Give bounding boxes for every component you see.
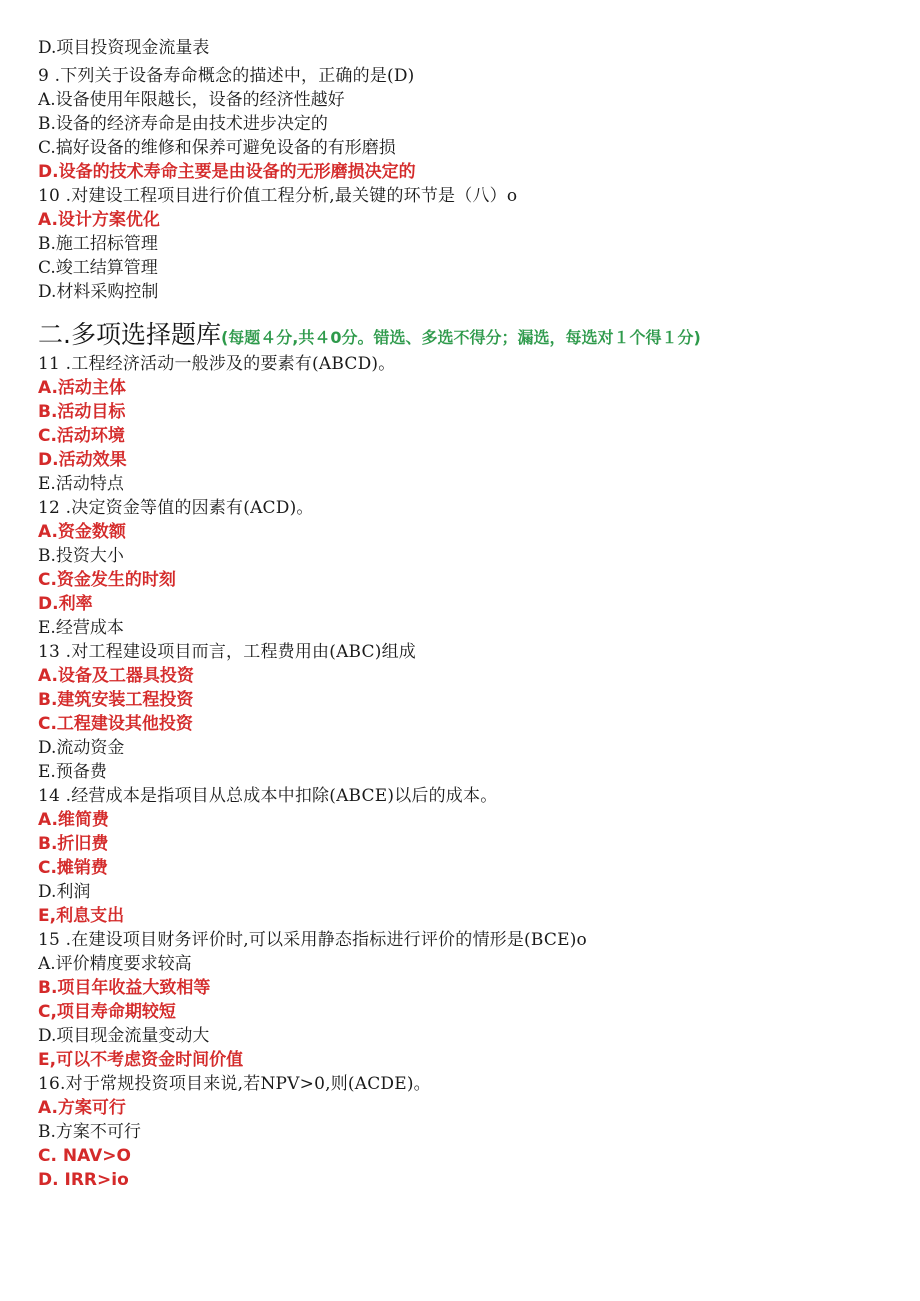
correct-answer-line: D.活动效果 [38,450,127,470]
option-line: D.项目投资现金流量表 [38,38,210,58]
question-line: 12 .决定资金等值的因素有(ACD)。 [38,498,314,518]
section-scoring-note: (每题４分,共４0分。错选、多选不得分；漏选，每选对１个得１分) [220,328,701,347]
correct-answer-line: B.项目年收益大致相等 [38,978,211,998]
section-title: 二.多项选择题库 [38,320,221,349]
question-line: 10 .对建设工程项目进行价值工程分析,最关键的环节是（八）o [38,186,518,206]
question-line: 9 .下列关于设备寿命概念的描述中，正确的是(D) [38,66,415,86]
correct-answer-line: D.利率 [38,594,93,614]
option-line: B.设备的经济寿命是由技术进步决定的 [38,114,328,134]
correct-answer-line: B.建筑安装工程投资 [38,690,194,710]
question-line: 11 .工程经济活动一般涉及的要素有(ABCD)。 [38,354,396,374]
correct-answer-line: E,可以不考虑资金时间价值 [38,1050,244,1070]
correct-answer-line: A.维简费 [38,810,109,830]
question-line: 16.对于常规投资项目来说,若NPV>0,则(ACDE)。 [38,1074,431,1094]
option-line: D.流动资金 [38,738,125,758]
correct-answer-line: B.活动目标 [38,402,126,422]
correct-answer-line: A.活动主体 [38,378,126,398]
option-line: A.设备使用年限越长，设备的经济性越好 [38,90,345,110]
option-line: B.投资大小 [38,546,124,566]
correct-answer-line: A.方案可行 [38,1098,126,1118]
correct-answer-line: A.设计方案优化 [38,210,160,230]
correct-answer-line: A.设备及工器具投资 [38,666,194,686]
question-line: 13 .对工程建设项目而言，工程费用由(ABC)组成 [38,642,416,662]
document-page [38,36,898,1192]
option-line: E.经营成本 [38,618,124,638]
correct-answer-line: C.资金发生的时刻 [38,570,176,590]
question-line: 14 .经营成本是指项目从总成本中扣除(ABCE)以后的成本。 [38,786,498,806]
correct-answer-line: C. NAV>O [38,1146,131,1166]
option-line: A.评价精度要求较高 [38,954,192,974]
question-line: 15 .在建设项目财务评价时,可以采用静态指标进行评价的情形是(BCE)o [38,930,587,950]
option-line: E.活动特点 [38,474,124,494]
option-line: E.预备费 [38,762,107,782]
option-line: C.搞好设备的维修和保养可避免设备的有形磨损 [38,138,396,158]
correct-answer-line: C.工程建设其他投资 [38,714,193,734]
option-line: C.竣工结算管理 [38,258,158,278]
correct-answer-line: C,项目寿命期较短 [38,1002,176,1022]
correct-answer-line: A.资金数额 [38,522,126,542]
option-line: B.施工招标管理 [38,234,158,254]
option-line: D.项目现金流量变动大 [38,1026,210,1046]
section-heading [38,318,898,352]
correct-answer-line: D.设备的技术寿命主要是由设备的无形磨损决定的 [38,162,416,182]
option-line: D.材料采购控制 [38,282,159,302]
correct-answer-line: B.折旧费 [38,834,109,854]
option-line: B.方案不可行 [38,1122,141,1142]
correct-answer-line: C.活动环境 [38,426,125,446]
question-list-multiple-choice [38,352,898,1192]
question-list-single-choice [38,36,898,304]
correct-answer-line: C.摊销费 [38,858,108,878]
option-line: D.利润 [38,882,91,902]
correct-answer-line: E,利息支出 [38,906,125,926]
correct-answer-line: D. IRR>io [38,1170,129,1190]
